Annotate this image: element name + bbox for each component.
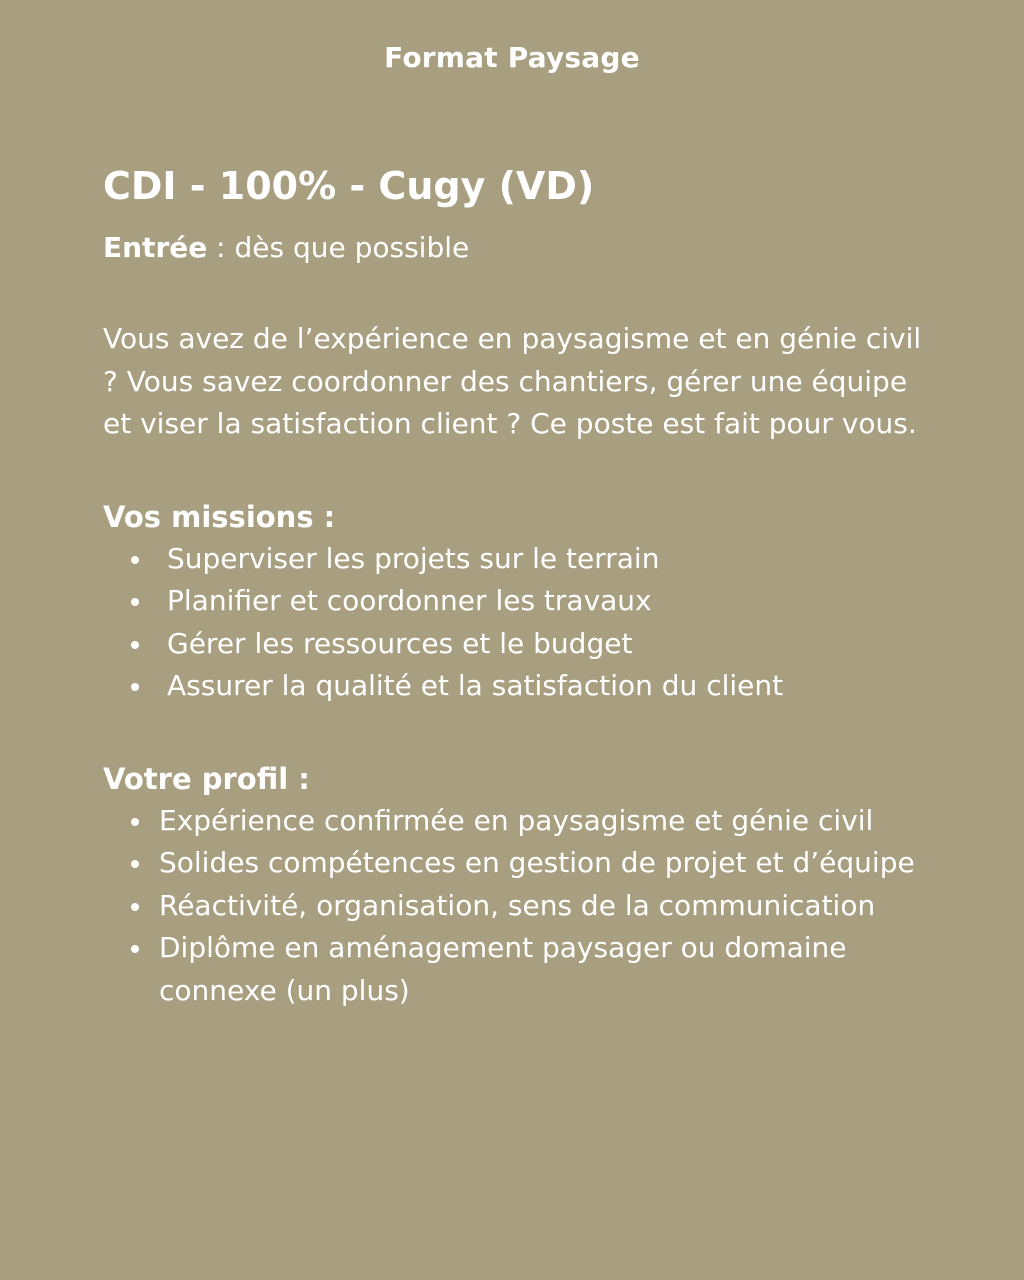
missions-list: [103, 538, 963, 708]
bullet-icon: [131, 945, 139, 953]
profile-heading: Votre profil :: [103, 761, 310, 796]
profile-text: Expérience confirmée en paysagisme et génie civil: [159, 803, 874, 837]
start-date-value: : dès que possible: [207, 231, 470, 264]
bullet-icon: [131, 598, 139, 606]
list-item: [103, 800, 929, 843]
bullet-icon: [131, 903, 139, 911]
bullet-icon: [131, 641, 139, 649]
bullet-icon: [131, 818, 139, 826]
job-title: CDI - 100% - Cugy (VD): [103, 164, 595, 208]
profile-text: Diplôme en aménagement paysager ou domaine connexe (un plus): [159, 931, 847, 1007]
list-item: [103, 580, 963, 623]
intro-paragraph: Vous avez de l’expérience en paysagisme et en génie civil ? Vous savez coordonner des chantiers, gérer une équipe et viser la satisfaction client ? Ce poste est fait pour vous.: [103, 322, 922, 440]
profile-text: Réactivité, organisation, sens de la communication: [159, 888, 876, 922]
list-item: [103, 885, 929, 928]
mission-text: Gérer les ressources et le budget: [167, 626, 633, 660]
bullet-icon: [131, 683, 139, 691]
list-item: [103, 623, 963, 666]
profile-list: [103, 800, 963, 1013]
posting-content: [103, 160, 963, 1012]
list-item: [103, 538, 963, 581]
list-item: [103, 665, 963, 708]
list-item: [103, 927, 929, 1012]
start-date-line: [103, 228, 963, 268]
profile-text: Solides compétences en gestion de projet et d’équipe: [159, 846, 915, 879]
bullet-icon: [131, 556, 139, 564]
mission-text: Superviser les projets sur le terrain: [167, 541, 660, 575]
mission-text: Planifier et coordonner les travaux: [167, 584, 652, 617]
mission-text: Assurer la qualité et la satisfaction du client: [167, 669, 784, 702]
list-item: [103, 842, 929, 885]
start-date-label: Entrée: [103, 231, 208, 264]
missions-heading: Vos missions :: [103, 499, 336, 534]
bullet-icon: [131, 860, 139, 868]
brand-title: Format Paysage: [384, 41, 640, 74]
